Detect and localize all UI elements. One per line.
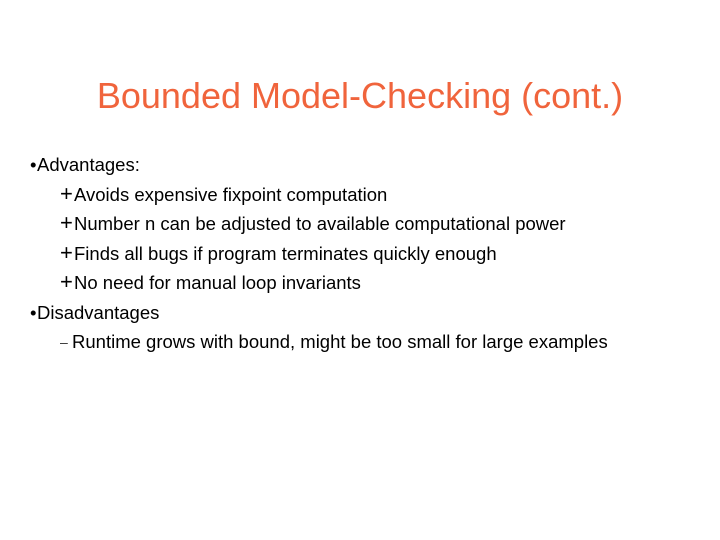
sub-bullet-text: Avoids expensive fixpoint computation (74, 183, 388, 205)
plus-marker: + (60, 210, 73, 235)
sub-bullet-item (30, 268, 710, 298)
sub-bullet-item (30, 209, 710, 239)
bullet-text: Advantages: (37, 154, 140, 175)
slide-title: Bounded Model-Checking (cont.) (96, 75, 624, 116)
plus-marker: + (60, 269, 73, 294)
bullet-item-disadvantages (30, 298, 710, 328)
sub-bullet-text: Finds all bugs if program terminates quickly enough (74, 242, 497, 264)
minus-marker: – (60, 334, 68, 350)
sub-bullet-text: Number n can be adjusted to available computational power (74, 213, 566, 234)
bullet-item-advantages (30, 150, 710, 180)
bullet-marker: • (30, 301, 37, 323)
plus-marker: + (60, 180, 73, 206)
sub-bullet-item (30, 239, 710, 269)
plus-marker: + (60, 239, 73, 265)
bullet-list (30, 150, 710, 357)
sub-bullet-text: No need for manual loop invariants (74, 272, 361, 293)
sub-bullet-item (30, 180, 710, 210)
sub-bullet-item (30, 327, 710, 357)
sub-bullet-text: Runtime grows with bound, might be too small for large examples (72, 331, 608, 352)
bullet-marker: • (30, 154, 37, 175)
bullet-text: Disadvantages (37, 301, 160, 323)
